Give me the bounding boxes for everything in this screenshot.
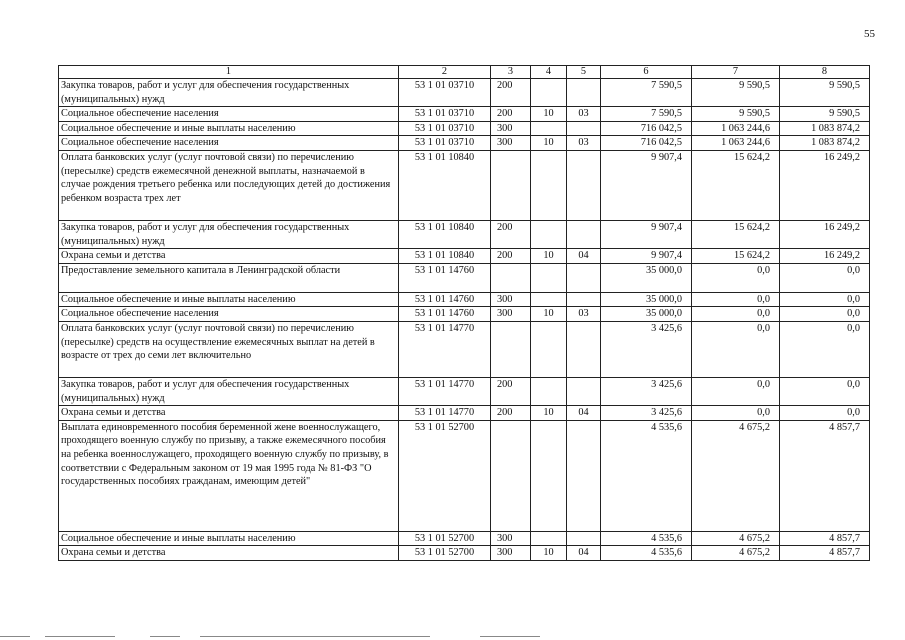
row-amount-2: 0,0 bbox=[692, 292, 780, 307]
table-body bbox=[59, 79, 870, 561]
row-amount-1: 4 535,6 bbox=[601, 546, 692, 561]
row-name: Охрана семьи и детства bbox=[59, 406, 399, 421]
row-section bbox=[531, 220, 567, 248]
table-row bbox=[59, 220, 870, 248]
row-section bbox=[531, 321, 567, 377]
row-name: Охрана семьи и детства bbox=[59, 546, 399, 561]
row-amount-2: 15 624,2 bbox=[692, 220, 780, 248]
row-name: Социальное обеспечение и иные выплаты населению bbox=[59, 531, 399, 546]
row-expense-type: 300 bbox=[491, 136, 531, 151]
row-expense-type: 200 bbox=[491, 220, 531, 248]
row-amount-3: 0,0 bbox=[780, 321, 870, 377]
table-row bbox=[59, 531, 870, 546]
row-section bbox=[531, 263, 567, 292]
row-amount-3: 1 083 874,2 bbox=[780, 136, 870, 151]
row-code: 53 1 01 10840 bbox=[399, 249, 491, 264]
column-header: 6 bbox=[601, 66, 692, 79]
row-code: 53 1 01 03710 bbox=[399, 136, 491, 151]
row-amount-2: 4 675,2 bbox=[692, 546, 780, 561]
row-amount-3: 4 857,7 bbox=[780, 420, 870, 531]
row-section bbox=[531, 292, 567, 307]
row-amount-3: 9 590,5 bbox=[780, 79, 870, 107]
table-row bbox=[59, 121, 870, 136]
row-name: Социальное обеспечение населения bbox=[59, 136, 399, 151]
row-name: Социальное обеспечение и иные выплаты населению bbox=[59, 121, 399, 136]
column-header: 7 bbox=[692, 66, 780, 79]
column-header: 8 bbox=[780, 66, 870, 79]
row-amount-3: 16 249,2 bbox=[780, 249, 870, 264]
row-section: 10 bbox=[531, 406, 567, 421]
row-amount-2: 0,0 bbox=[692, 307, 780, 322]
row-amount-2: 15 624,2 bbox=[692, 249, 780, 264]
column-header: 3 bbox=[491, 66, 531, 79]
row-subsection: 04 bbox=[567, 546, 601, 561]
row-expense-type: 300 bbox=[491, 121, 531, 136]
row-expense-type: 200 bbox=[491, 377, 531, 405]
row-amount-3: 9 590,5 bbox=[780, 107, 870, 122]
column-header: 2 bbox=[399, 66, 491, 79]
row-code: 53 1 01 14760 bbox=[399, 307, 491, 322]
row-subsection bbox=[567, 377, 601, 405]
row-subsection bbox=[567, 150, 601, 220]
row-amount-1: 35 000,0 bbox=[601, 307, 692, 322]
row-name: Закупка товаров, работ и услуг для обеспечения государственных (муниципальных) нужд bbox=[59, 79, 399, 107]
row-amount-3: 0,0 bbox=[780, 406, 870, 421]
row-subsection: 04 bbox=[567, 249, 601, 264]
table-row bbox=[59, 107, 870, 122]
row-subsection: 04 bbox=[567, 406, 601, 421]
row-amount-2: 1 063 244,6 bbox=[692, 136, 780, 151]
row-section: 10 bbox=[531, 107, 567, 122]
row-subsection: 03 bbox=[567, 107, 601, 122]
row-name: Оплата банковских услуг (услуг почтовой связи) по перечислению (пересылке) средств ежемесячной денежной выплаты, назначаемой в случае рождения третьего ребенка или последующих детей до достижения ребенком возраста трех лет bbox=[59, 150, 399, 220]
row-subsection bbox=[567, 263, 601, 292]
row-section bbox=[531, 531, 567, 546]
row-amount-2: 4 675,2 bbox=[692, 420, 780, 531]
scan-edge-lines bbox=[0, 634, 905, 640]
page-number: 55 bbox=[864, 28, 875, 40]
row-amount-1: 7 590,5 bbox=[601, 79, 692, 107]
row-subsection bbox=[567, 121, 601, 136]
row-code: 53 1 01 52700 bbox=[399, 546, 491, 561]
row-amount-3: 0,0 bbox=[780, 263, 870, 292]
row-name: Оплата банковских услуг (услуг почтовой связи) по перечислению (пересылке) средств на осуществление ежемесячных выплат на детей в возрасте от трех до семи лет включительно bbox=[59, 321, 399, 377]
column-header: 5 bbox=[567, 66, 601, 79]
row-section: 10 bbox=[531, 249, 567, 264]
row-amount-2: 9 590,5 bbox=[692, 107, 780, 122]
row-code: 53 1 01 14770 bbox=[399, 406, 491, 421]
row-subsection bbox=[567, 292, 601, 307]
row-section: 10 bbox=[531, 307, 567, 322]
row-amount-1: 4 535,6 bbox=[601, 531, 692, 546]
table-row bbox=[59, 321, 870, 377]
row-amount-3: 1 083 874,2 bbox=[780, 121, 870, 136]
row-amount-1: 716 042,5 bbox=[601, 136, 692, 151]
row-expense-type: 200 bbox=[491, 79, 531, 107]
table-row bbox=[59, 249, 870, 264]
row-expense-type: 300 bbox=[491, 546, 531, 561]
row-amount-2: 0,0 bbox=[692, 406, 780, 421]
row-expense-type bbox=[491, 321, 531, 377]
row-amount-2: 4 675,2 bbox=[692, 531, 780, 546]
row-name: Социальное обеспечение населения bbox=[59, 107, 399, 122]
row-name: Выплата единовременного пособия беременной жене военнослужащего, проходящего военную службу по призыву, а также ежемесячного пособия на ребенка военнослужащего, проходящего военную службу по призыву, в соответствии с Федеральным законом от 19 мая 1995 года № 81-ФЗ "О государственных пособиях гражданам, имеющим детей" bbox=[59, 420, 399, 531]
row-name: Закупка товаров, работ и услуг для обеспечения государственных (муниципальных) нужд bbox=[59, 220, 399, 248]
budget-table bbox=[58, 65, 870, 561]
column-header: 1 bbox=[59, 66, 399, 79]
row-amount-1: 4 535,6 bbox=[601, 420, 692, 531]
row-expense-type: 200 bbox=[491, 249, 531, 264]
row-code: 53 1 01 14770 bbox=[399, 321, 491, 377]
row-subsection: 03 bbox=[567, 307, 601, 322]
row-name: Социальное обеспечение населения bbox=[59, 307, 399, 322]
row-amount-1: 9 907,4 bbox=[601, 249, 692, 264]
row-expense-type: 300 bbox=[491, 531, 531, 546]
table-row bbox=[59, 546, 870, 561]
row-amount-1: 9 907,4 bbox=[601, 150, 692, 220]
row-amount-2: 9 590,5 bbox=[692, 79, 780, 107]
row-amount-3: 16 249,2 bbox=[780, 220, 870, 248]
row-section bbox=[531, 121, 567, 136]
table-row bbox=[59, 150, 870, 220]
row-section: 10 bbox=[531, 136, 567, 151]
row-code: 53 1 01 14760 bbox=[399, 292, 491, 307]
row-amount-2: 0,0 bbox=[692, 263, 780, 292]
row-code: 53 1 01 52700 bbox=[399, 531, 491, 546]
row-code: 53 1 01 14760 bbox=[399, 263, 491, 292]
row-subsection bbox=[567, 321, 601, 377]
row-amount-1: 7 590,5 bbox=[601, 107, 692, 122]
row-code: 53 1 01 10840 bbox=[399, 150, 491, 220]
row-amount-1: 35 000,0 bbox=[601, 263, 692, 292]
row-subsection bbox=[567, 420, 601, 531]
row-code: 53 1 01 14770 bbox=[399, 377, 491, 405]
row-amount-2: 0,0 bbox=[692, 377, 780, 405]
row-expense-type: 300 bbox=[491, 307, 531, 322]
row-expense-type: 300 bbox=[491, 292, 531, 307]
row-amount-1: 35 000,0 bbox=[601, 292, 692, 307]
row-amount-2: 15 624,2 bbox=[692, 150, 780, 220]
table-row bbox=[59, 292, 870, 307]
table-row bbox=[59, 263, 870, 292]
row-name: Охрана семьи и детства bbox=[59, 249, 399, 264]
row-code: 53 1 01 10840 bbox=[399, 220, 491, 248]
row-amount-2: 1 063 244,6 bbox=[692, 121, 780, 136]
row-code: 53 1 01 03710 bbox=[399, 79, 491, 107]
row-name: Социальное обеспечение и иные выплаты населению bbox=[59, 292, 399, 307]
row-amount-3: 4 857,7 bbox=[780, 531, 870, 546]
row-code: 53 1 01 52700 bbox=[399, 420, 491, 531]
row-amount-3: 16 249,2 bbox=[780, 150, 870, 220]
row-section: 10 bbox=[531, 546, 567, 561]
header-row bbox=[59, 66, 870, 79]
row-name: Закупка товаров, работ и услуг для обеспечения государственных (муниципальных) нужд bbox=[59, 377, 399, 405]
row-code: 53 1 01 03710 bbox=[399, 107, 491, 122]
row-amount-2: 0,0 bbox=[692, 321, 780, 377]
table-row bbox=[59, 136, 870, 151]
row-section bbox=[531, 79, 567, 107]
row-name: Предоставление земельного капитала в Ленинградской области bbox=[59, 263, 399, 292]
row-amount-1: 3 425,6 bbox=[601, 321, 692, 377]
row-amount-3: 0,0 bbox=[780, 377, 870, 405]
row-amount-1: 3 425,6 bbox=[601, 406, 692, 421]
table-row bbox=[59, 307, 870, 322]
row-section bbox=[531, 420, 567, 531]
table-row bbox=[59, 420, 870, 531]
row-expense-type bbox=[491, 150, 531, 220]
row-section bbox=[531, 377, 567, 405]
row-expense-type: 200 bbox=[491, 406, 531, 421]
row-subsection: 03 bbox=[567, 136, 601, 151]
row-subsection bbox=[567, 79, 601, 107]
row-amount-1: 716 042,5 bbox=[601, 121, 692, 136]
table-row bbox=[59, 377, 870, 405]
row-section bbox=[531, 150, 567, 220]
row-amount-3: 0,0 bbox=[780, 307, 870, 322]
row-subsection bbox=[567, 220, 601, 248]
row-expense-type: 200 bbox=[491, 107, 531, 122]
row-amount-3: 4 857,7 bbox=[780, 546, 870, 561]
row-expense-type bbox=[491, 263, 531, 292]
row-amount-1: 9 907,4 bbox=[601, 220, 692, 248]
column-header: 4 bbox=[531, 66, 567, 79]
row-expense-type bbox=[491, 420, 531, 531]
table-row bbox=[59, 406, 870, 421]
row-amount-3: 0,0 bbox=[780, 292, 870, 307]
row-code: 53 1 01 03710 bbox=[399, 121, 491, 136]
row-subsection bbox=[567, 531, 601, 546]
row-amount-1: 3 425,6 bbox=[601, 377, 692, 405]
table-row bbox=[59, 79, 870, 107]
